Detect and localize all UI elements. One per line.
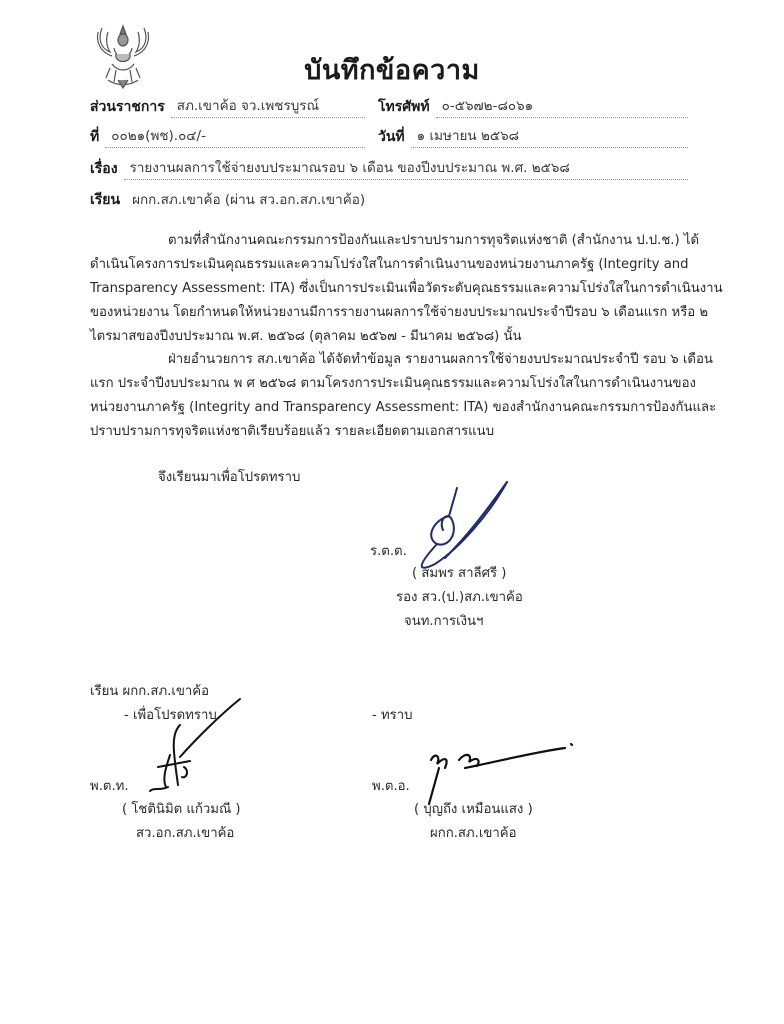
reference-value: ๐๐๒๑(พช).๐๔/- <box>105 124 365 148</box>
recipient-label: เรียน <box>90 192 121 208</box>
subject-value: รายงานผลการใช้จ่ายงบประมาณรอบ ๖ เดือน ของปีงบประมาณ พ.ศ. ๒๕๖๘ <box>124 156 688 180</box>
page-title: บันทึกข้อความ <box>304 55 480 86</box>
signer-1-name: ( สมพร สาลีศรี ) <box>412 566 507 581</box>
subject-field <box>90 158 688 180</box>
department-label: ส่วนราชการ <box>90 99 165 115</box>
endorser-name: ( โชตินิมิต แก้วมณี ) <box>122 802 241 817</box>
body-paragraph-2 <box>90 348 717 444</box>
endorsement-note: - เพื่อโปรดทราบ <box>124 708 217 723</box>
department-value: สภ.เขาค้อ จว.เพชรบูรณ์ <box>171 94 365 118</box>
recipient-value: ผกก.สภ.เขาค้อ (ผ่าน สว.อก.สภ.เขาค้อ) <box>132 192 366 208</box>
date-value: ๑ เมษายน ๒๕๖๘ <box>411 124 688 148</box>
paragraph-line: ปราบปรามการทุจริตแห่งชาติเรียบร้อยแล้ว รายละเอียดตามเอกสารแนบ <box>90 424 495 439</box>
closing-text: จึงเรียนมาเพื่อโปรดทราบ <box>158 470 301 485</box>
approval-note: - ทราบ <box>372 708 413 723</box>
phone-label: โทรศัพท์ <box>378 99 430 115</box>
signer-1-position: รอง สว.(ป.)สภ.เขาค้อ <box>396 590 523 605</box>
paragraph-line: Transparency Assessment: ITA) ซึ่งเป็นการประเมินเพื่อวัดระดับคุณธรรมและความโปร่งใสในการดำเนินงาน <box>90 281 723 296</box>
approver-position: ผกก.สภ.เขาค้อ <box>430 826 517 841</box>
paragraph-line: หน่วยงานภาครัฐ (Integrity and Transparency Assessment: ITA) ของสำนักงานคณะกรรมการป้องกันและ <box>90 400 717 415</box>
subject-label: เรื่อง <box>90 161 118 177</box>
department-field <box>90 96 365 118</box>
endorser-position: สว.อก.สภ.เขาค้อ <box>136 826 235 841</box>
paragraph-line: ของหน่วยงาน โดยกำหนดให้หน่วยงานมีการรายงานผลการใช้จ่ายงบประมาณประจำปีรอบ ๖ เดือนแรก หรือ ๒ <box>90 305 709 320</box>
body-paragraph-1 <box>90 229 723 349</box>
reference-field <box>90 126 365 148</box>
date-field <box>378 126 688 148</box>
phone-value: ๐-๕๖๗๒-๘๐๖๑ <box>436 94 688 118</box>
approver-name: ( บุญถึง เหมือนแสง ) <box>414 802 533 817</box>
reference-label: ที่ <box>90 129 100 145</box>
paragraph-line: ตามที่สำนักงานคณะกรรมการป้องกันและปราบปรามการทุจริตแห่งชาติ (สำนักงาน ป.ป.ช.) ได้ <box>168 233 700 248</box>
paragraph-line: ไตรมาสของปีงบประมาณ พ.ศ. ๒๕๖๘ (ตุลาคม ๒๕๖๗ - มีนาคม ๒๕๖๘) นั้น <box>90 329 522 344</box>
signature-2-icon <box>140 695 250 805</box>
endorser-rank: พ.ต.ท. <box>90 779 129 794</box>
paragraph-line: แรก ประจำปีงบประมาณ พ ศ ๒๕๖๘ ตามโครงการประเมินคุณธรรมและความโปร่งใสในการดำเนินงานของ <box>90 376 696 391</box>
recipient-field <box>90 189 688 211</box>
endorsement-recipient: เรียน ผกก.สภ.เขาค้อ <box>90 684 210 699</box>
date-label: วันที่ <box>378 129 405 145</box>
paragraph-line: ฝ่ายอำนวยการ สภ.เขาค้อ ได้จัดทำข้อมูล รายงานผลการใช้จ่ายงบประมาณประจำปี รอบ ๖ เดือน <box>168 352 713 367</box>
approver-rank: พ.ต.อ. <box>372 779 410 794</box>
signer-1-rank: ร.ต.ต. <box>370 544 407 559</box>
paragraph-line: ดำเนินโครงการประเมินคุณธรรมและความโปร่งใสในการดำเนินงานของหน่วยงานภาครัฐ (Integrity and <box>90 257 689 272</box>
phone-field <box>378 96 688 118</box>
signer-1-role: จนท.การเงินฯ <box>404 614 484 629</box>
